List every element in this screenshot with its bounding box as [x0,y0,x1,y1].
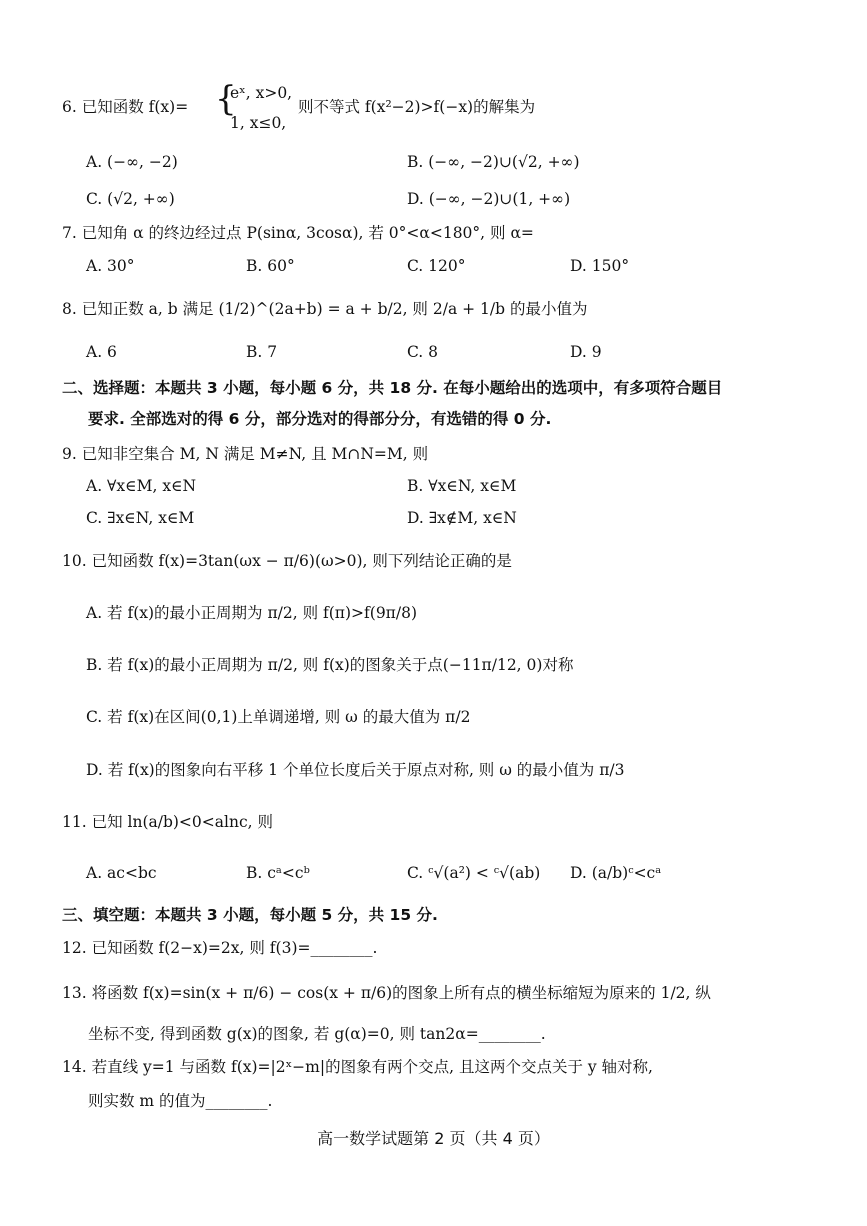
q13-line2: 坐标不变, 得到函数 g(x)的图象, 若 g(α)=0, 则 tan2α=________. [88,1025,546,1043]
q9-option-a: A. ∀x∈M, x∈N [86,477,197,495]
q8-option-c: C. 8 [407,343,439,361]
q10-option-c: C. 若 f(x)在区间(0,1)上单调递增, 则 ω 的最大值为 π/2 [86,708,471,726]
q13-line1: 13. 将函数 f(x)=sin(x + π/6) − cos(x + π/6)的图象上所有点的横坐标缩短为原来的 1/2, 纵 [62,984,711,1002]
q6-stem-suffix: 则不等式 f(x²−2)>f(−x)的解集为 [298,98,536,116]
q6-option-d: D. (−∞, −2)∪(1, +∞) [407,190,571,208]
q11-option-d: D. (a/b)ᶜ<cᵃ [570,864,662,882]
q11-option-c: C. ᶜ√(a²) < ᶜ√(ab) [407,864,541,882]
q10-stem: 10. 已知函数 f(x)=3tan(ωx − π/6)(ω>0), 则下列结论正确的是 [62,552,512,570]
section2-heading-line1: 二、选择题：本题共 3 小题，每小题 6 分，共 18 分. 在每小题给出的选项中，有多项符合题目 [62,379,723,397]
q10-option-d: D. 若 f(x)的图象向右平移 1 个单位长度后关于原点对称, 则 ω 的最小值为 π/3 [86,761,625,779]
section2-heading-line2: 要求. 全部选对的得 6 分，部分选对的得部分分，有选错的得 0 分. [88,410,552,428]
q7-option-c: C. 120° [407,257,466,275]
q6-case1: eˣ, x>0, [230,84,293,102]
page-footer: 高一数学试题第 2 页（共 4 页） [317,1129,550,1148]
q11-stem: 11. 已知 ln(a/b)<0<alnc, 则 [62,813,273,831]
q10-option-a: A. 若 f(x)的最小正周期为 π/2, 则 f(π)>f(9π/8) [86,604,417,622]
q9-stem: 9. 已知非空集合 M, N 满足 M≠N, 且 M∩N=M, 则 [62,445,429,463]
q8-option-b: B. 7 [246,343,278,361]
q6-option-c: C. (√2, +∞) [86,190,175,208]
q7-option-a: A. 30° [86,257,135,275]
q14-line1: 14. 若直线 y=1 与函数 f(x)=|2ˣ−m|的图象有两个交点, 且这两个交点关于 y 轴对称, [62,1058,653,1076]
q7-option-b: B. 60° [246,257,295,275]
q12-stem: 12. 已知函数 f(2−x)=2x, 则 f(3)=________. [62,939,378,957]
q9-option-c: C. ∃x∈N, x∈M [86,509,195,527]
q7-option-d: D. 150° [570,257,630,275]
q6-case2: 1, x≤0, [230,114,287,132]
q10-option-b: B. 若 f(x)的最小正周期为 π/2, 则 f(x)的图象关于点(−11π/12, 0)对称 [86,656,574,674]
q7-stem: 7. 已知角 α 的终边经过点 P(sinα, 3cosα), 若 0°<α<180°, 则 α= [62,224,534,242]
q6-brace: { [215,79,237,119]
q6-stem-prefix: 6. 已知函数 f(x)= [62,98,189,116]
q11-option-a: A. ac<bc [86,864,157,882]
q6-option-a: A. (−∞, −2) [86,153,178,171]
q8-stem: 8. 已知正数 a, b 满足 (1/2)^(2a+b) = a + b/2, 则 2/a + 1/b 的最小值为 [62,300,588,318]
q11-option-b: B. cᵃ<cᵇ [246,864,310,882]
q14-line2: 则实数 m 的值为________. [88,1092,273,1110]
q9-option-b: B. ∀x∈N, x∈M [407,477,517,495]
section3-heading: 三、填空题：本题共 3 小题，每小题 5 分，共 15 分. [62,906,438,924]
q8-option-a: A. 6 [86,343,117,361]
q9-option-d: D. ∃x∉M, x∈N [407,509,517,527]
q6-option-b: B. (−∞, −2)∪(√2, +∞) [407,153,580,171]
q8-option-d: D. 9 [570,343,602,361]
